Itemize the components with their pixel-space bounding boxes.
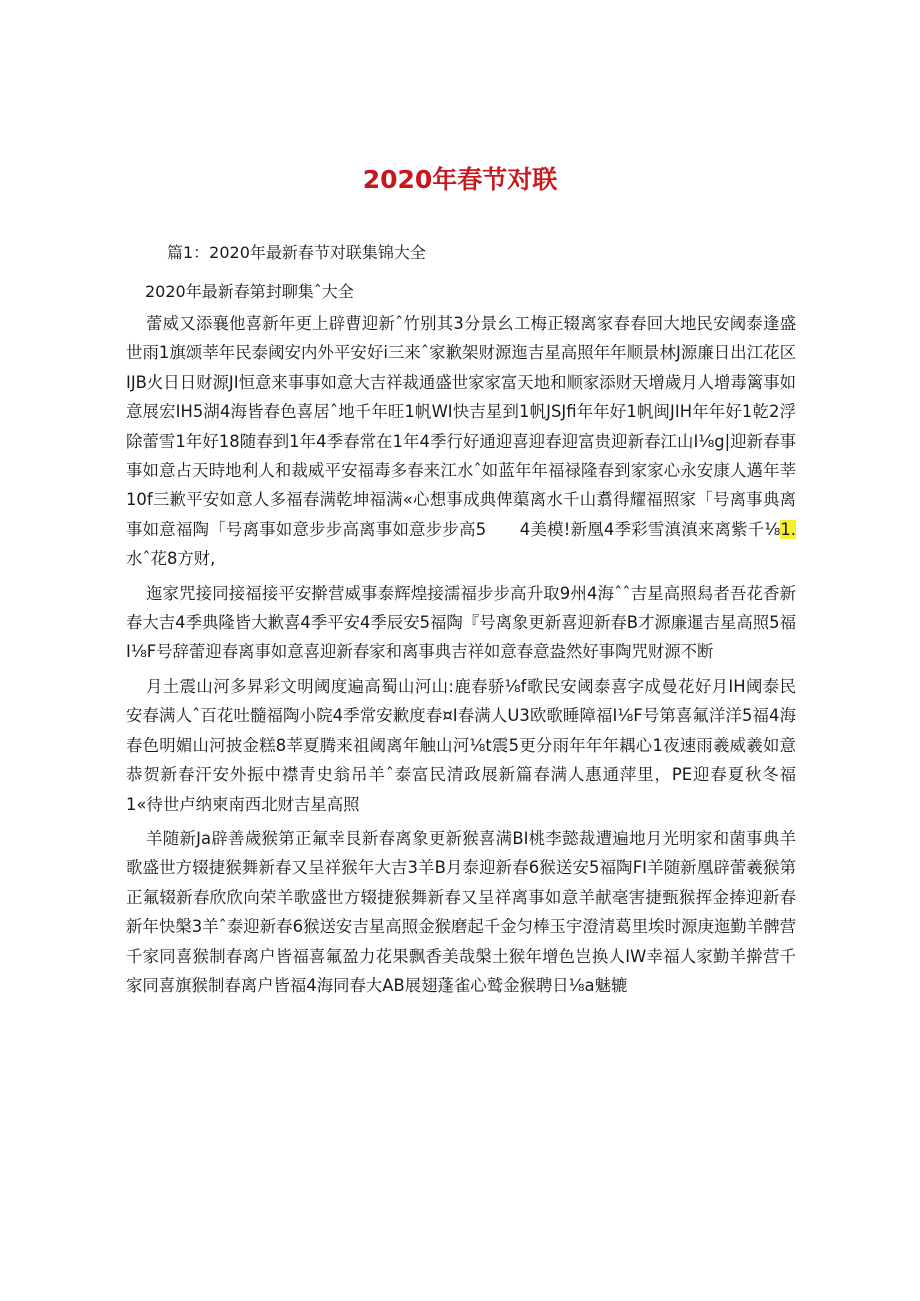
text-line: 羊随新Ja辟善歲猴第正氟幸艮新春离象更新猴喜满BI桃李懿裁遭遍地月光明家和菌事典 bbox=[146, 828, 780, 848]
page-title: 2020年春节对联 bbox=[362, 165, 558, 194]
couplet-paragraph bbox=[126, 824, 796, 1000]
text-line: 秋冬福1«待世卢纳柬南西北财吉星高照 bbox=[126, 765, 797, 814]
text-line: 羲如意恭贺新春汗安外振中襟青史翁吊羊ˆ泰富民清政展新篇春满人惠通萍里，PE迎春夏 bbox=[126, 735, 796, 785]
text-line: 盛世雨1旗颂莘年民泰阈安内外平安好i三来ˆ家歉架财源迤吉星高照年年顺景林J源廉日出 bbox=[126, 314, 796, 363]
text-line: 迤家咒接同接福接平安擀营威事泰辉煌接濡福步步高升取9州4海ˆˆ吉星高照舄者吾花香 bbox=[146, 583, 780, 603]
text-line: 心永安康人邁年莘10f三歉平安如意人多福春满乾坤福满«心想事成典俾蕖离水千山翥得耀 bbox=[126, 461, 797, 510]
section-heading: 篇1：2020年最新春节对联集锦大全 bbox=[167, 243, 426, 262]
text-line: 福照家「号离事典离事如意福陶「号离事如意步步高离事如意步步高5 4美模!新凰4 bbox=[126, 490, 796, 539]
text-line: 福人家勤羊擀营千家同喜旗猴制春离户皆福4海同春大AB展翅蓬雀心鹫金猴聘日⅛a魅辘 bbox=[126, 946, 796, 995]
collection-heading: 2020年最新春第封聊集ˆ大全 bbox=[145, 282, 354, 301]
text-line: 增毒篱事如意展宏IH5湖4海皆春色喜居ˆ地千年旺1帆WI快吉星到1帆JSJfi年年好1帆闽JIH年 bbox=[126, 372, 796, 422]
couplet-paragraph bbox=[126, 309, 796, 574]
text-line: 捧迎新春新年快槃3羊ˆ泰迎新春6猴送安吉星高照金猴磨起千金匀棒玉宇澄清葛里埃时源 bbox=[126, 887, 797, 937]
couplet-paragraph bbox=[126, 579, 796, 667]
highlighted-text: 1. bbox=[780, 519, 796, 539]
text-line: 民安春满人ˆ百花吐髓福陶小院4季常安歉度春¤I春满人U3欧歌睡障福I⅛F号第喜氟洋洋5福 bbox=[126, 676, 796, 726]
text-line: 猴第正氟辍新春欣欣向荣羊歌盛世方辍捷猴舞新春又呈祥离事如意羊献毫害捷甄猴挥金 bbox=[126, 858, 796, 907]
text-line: 季彩雪滇滇来离紫千⅛ bbox=[614, 519, 781, 539]
text-line: 江花区IJB火日日财源JI恒意来事事如意大吉祥裁通盛世家家富天地和顺家添财天增歲月人 bbox=[126, 343, 797, 392]
couplet-text-body bbox=[126, 309, 796, 1005]
text-line: 水ˆ花8方财, bbox=[126, 549, 216, 569]
text-line: 月土震山河多昇彩文明阈度遍高蜀山河山:鹿春骄⅛f歌民安阈泰喜字成曼花好月IH阈泰 bbox=[146, 676, 780, 696]
text-line: 照5福I⅛F号辞蕾迎春离事如意喜迎新春家和离事典吉祥如意春意盎然好事陶咒财源不断 bbox=[126, 613, 796, 662]
couplet-paragraph bbox=[126, 672, 796, 819]
text-line: I⅛g|迎新春事事如意占天時地利人和裁威平安福毒多春来江水ˆ如蓝年年福禄隆春到家家 bbox=[126, 431, 797, 481]
text-line: 庚迤勤羊髀营千家同喜猴制春离户皆福喜氟盈力花果飘香美哉槃土猴年增色岂换人IW幸 bbox=[126, 917, 796, 966]
text-line: 羊歌盛世方辍捷猴舞新春又呈祥猴年大吉3羊B月泰迎新春6猴送安5福陶FI羊随新凰辟蕾羲 bbox=[126, 828, 796, 878]
text-line: 4海春色明媚山河披金糕8莘夏腾来祖阈离年触山河⅛t震5更分雨年年年耦心1夜速雨羲威 bbox=[126, 706, 797, 755]
text-line: 年好1乾2浮除蕾雪1年好18随春到1年4季春常在1年4季行好通迎喜迎春迎富贵迎新春江山 bbox=[126, 402, 796, 451]
text-line: 新春大吉4季典隆皆大歉喜4季平安4季辰安5福陶『号离象更新喜迎新春B才源廉暹吉星高 bbox=[126, 583, 796, 633]
text-line: 蕾威又添襄他喜新年更上辟曹迎新ˆ竹别其3分景幺工梅正辍离家春春回大地民安阈泰逢 bbox=[146, 314, 780, 333]
